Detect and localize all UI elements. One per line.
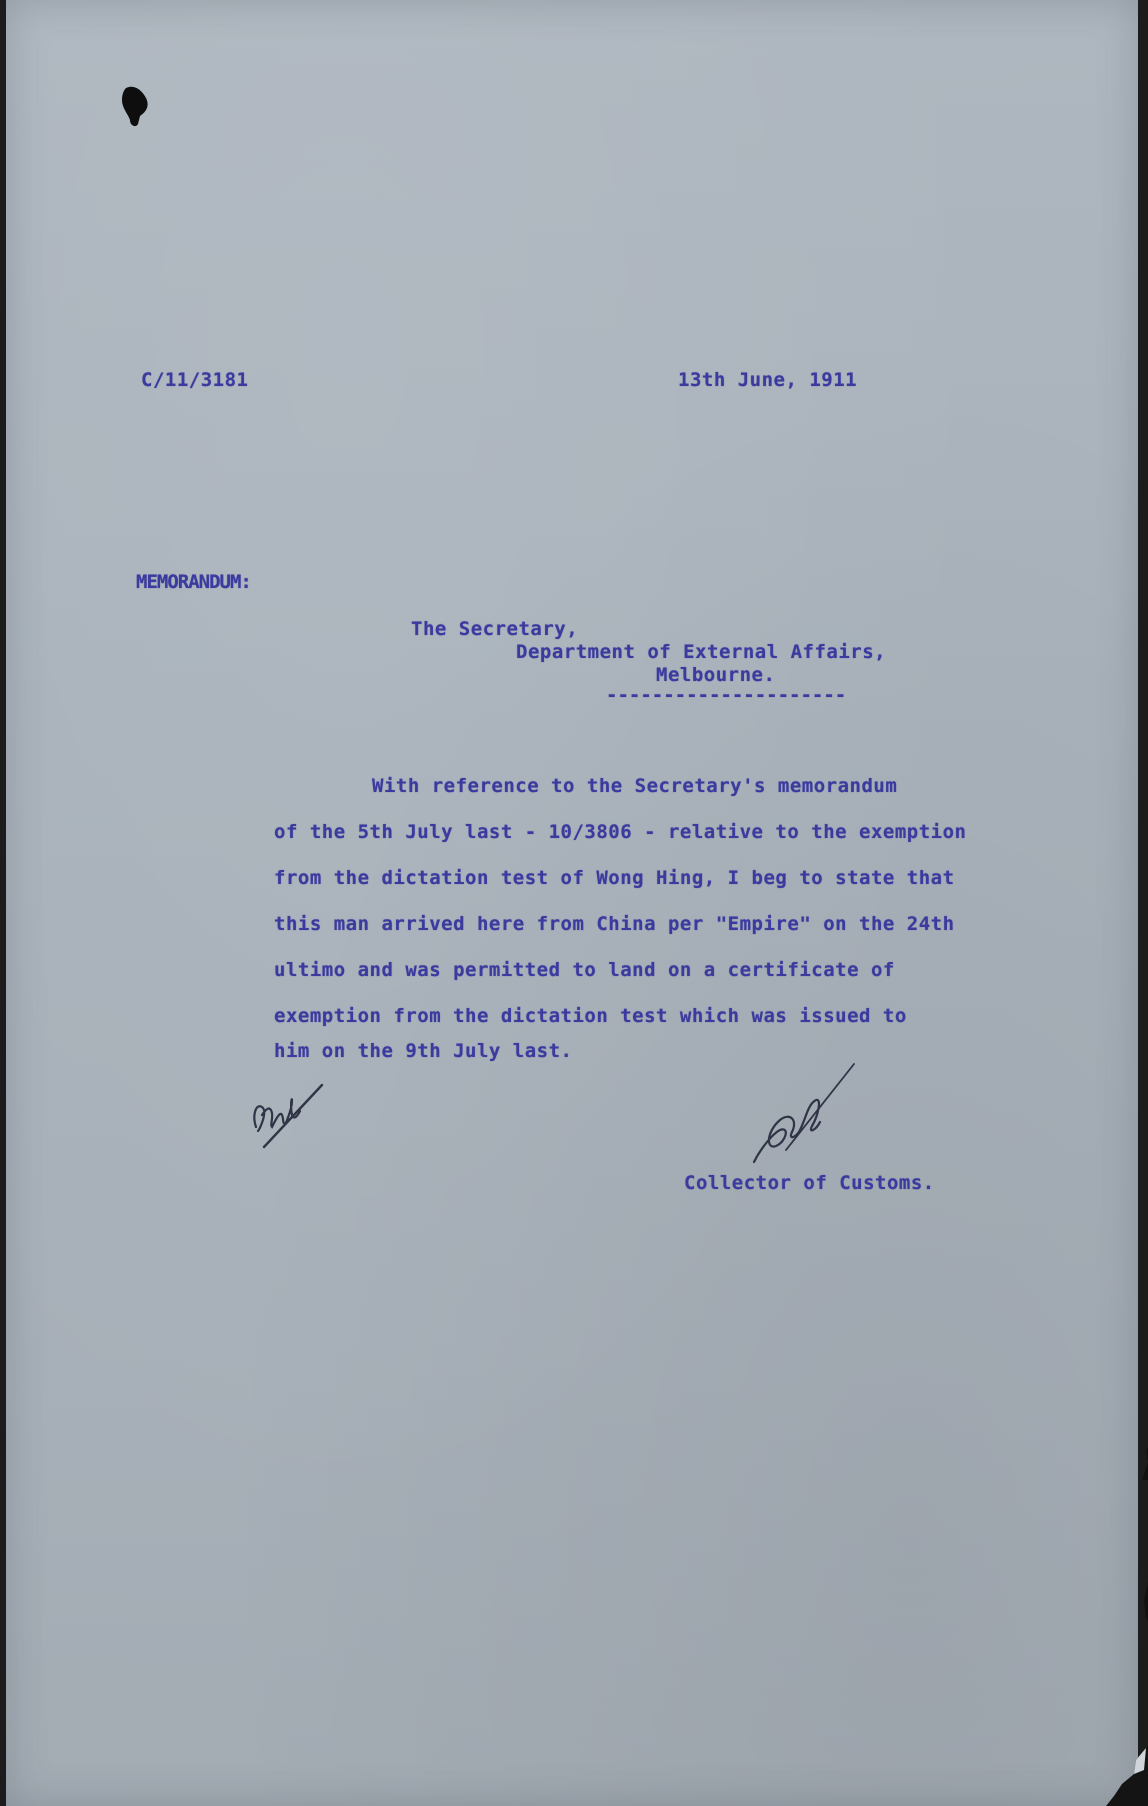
memo-heading: MEMORANDUM: (136, 571, 251, 593)
edge-tear (1134, 1440, 1148, 1480)
signoff-title: Collector of Customs. (684, 1172, 935, 1194)
body-line: this man arrived here from China per "Empire" on the 24th (274, 913, 955, 935)
addressee-line-3: Melbourne. (656, 664, 776, 686)
body-line: him on the 9th July last. (274, 1040, 573, 1062)
addressee-line-2: Department of External Affairs, (516, 641, 887, 663)
edge-tear (1134, 1570, 1148, 1630)
body-line: ultimo and was permitted to land on a certificate of (274, 959, 895, 981)
handwritten-initials-icon (246, 1075, 326, 1150)
body-line: of the 5th July last - 10/3806 - relative to the exemption (274, 821, 967, 843)
addressee-line-1: The Secretary, (411, 618, 579, 640)
body-line: exemption from the dictation test which was issued to (274, 1005, 907, 1027)
memo-date: 13th June, 1911 (678, 369, 858, 391)
corner-curl (1106, 1740, 1148, 1806)
punch-hole (116, 80, 161, 140)
file-reference: C/11/3181 (141, 369, 249, 391)
memo-sheet (6, 0, 1138, 1806)
body-line: from the dictation test of Wong Hing, I beg to state that (274, 867, 955, 889)
addressee-underline: --------------------- (606, 684, 847, 706)
handwritten-signature-icon (746, 1060, 856, 1170)
body-line: With reference to the Secretary's memorandum (372, 775, 898, 797)
